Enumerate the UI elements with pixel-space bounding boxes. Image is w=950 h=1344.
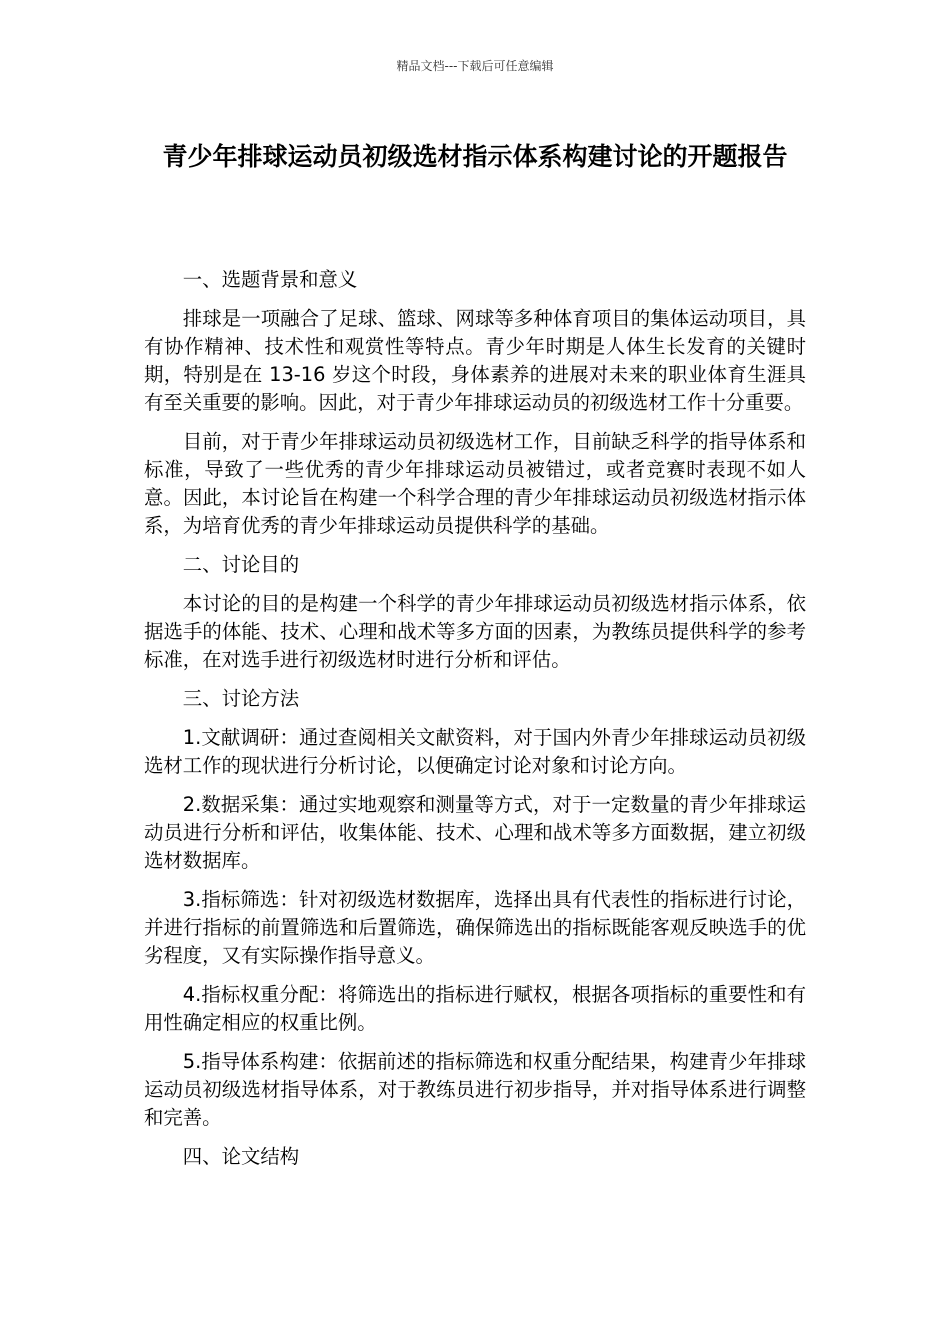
- paragraph-method-5: 5.指导体系构建：依据前述的指标筛选和权重分配结果，构建青少年排球运动员初级选材指导体系，对于教练员进行初步指导，并对指导体系进行调整和完善。: [144, 1050, 806, 1129]
- paragraph-method-1: 1.文献调研：通过查阅相关文献资料，对于国内外青少年排球运动员初级选材工作的现状进行分析讨论，以便确定讨论对象和讨论方向。: [144, 726, 806, 777]
- paragraph-background-2: 目前，对于青少年排球运动员初级选材工作，目前缺乏科学的指导体系和标准，导致了一些优秀的青少年排球运动员被错过，或者竞赛时表现不如人意。因此，本讨论旨在构建一个科学合理的青少年排球运动员初级选材指示体系，为培育优秀的青少年排球运动员提供科学的基础。: [144, 430, 806, 537]
- header-note: 精品文档---下载后可任意编辑: [396, 59, 554, 73]
- document-body: [144, 266, 806, 1182]
- paragraph-background-1: 排球是一项融合了足球、篮球、网球等多种体育项目的集体运动项目，具有协作精神、技术性和观赏性等特点。青少年时期是人体生长发育的关键时期，特别是在 13-16 岁这个时段，身体素养的进展对未来的职业体育生涯具有至关重要的影响。因此，对于青少年排球运动员的初级选材工作十分重要。: [144, 307, 806, 414]
- document-title: 青少年排球运动员初级选材指示体系构建讨论的开题报告: [162, 142, 788, 171]
- section-heading-method: 三、讨论方法: [182, 687, 300, 710]
- paragraph-method-3: 3.指标筛选：针对初级选材数据库，选择出具有代表性的指标进行讨论，并进行指标的前置筛选和后置筛选，确保筛选出的指标既能客观反映选手的优劣程度，又有实际操作指导意义。: [144, 888, 806, 967]
- section-heading-purpose: 二、讨论目的: [182, 553, 300, 576]
- section-heading-structure: 四、论文结构: [182, 1145, 300, 1168]
- paragraph-purpose: 本讨论的目的是构建一个科学的青少年排球运动员初级选材指示体系，依据选手的体能、技术、心理和战术等多方面的因素，为教练员提供科学的参考标准，在对选手进行初级选材时进行分析和评估。: [144, 592, 806, 671]
- section-heading-background: 一、选题背景和意义: [182, 268, 358, 291]
- paragraph-method-2: 2.数据采集：通过实地观察和测量等方式，对于一定数量的青少年排球运动员进行分析和评估，收集体能、技术、心理和战术等多方面数据，建立初级选材数据库。: [144, 793, 806, 872]
- paragraph-method-4: 4.指标权重分配：将筛选出的指标进行赋权，根据各项指标的重要性和有用性确定相应的权重比例。: [144, 983, 806, 1034]
